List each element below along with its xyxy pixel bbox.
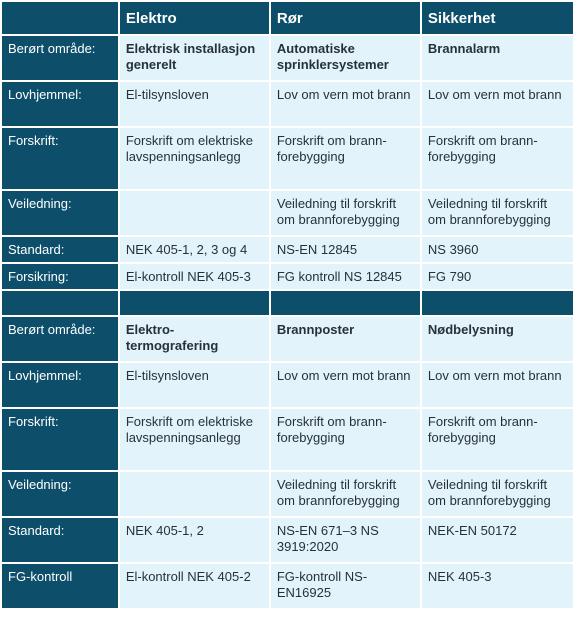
table-cell: Lov om vern mot brann [271, 82, 420, 126]
table-cell: Forskrift om brann-forebygging [422, 409, 573, 470]
table-row [2, 409, 573, 470]
separator-cell [120, 291, 269, 315]
table-cell: Veiledning til forskrift om brannforebygging [422, 472, 573, 516]
separator-cell [271, 291, 420, 315]
table-cell: El-tilsynsloven [120, 82, 269, 126]
row-label: Lovhjemmel: [2, 82, 118, 126]
row-label: Standard: [2, 518, 118, 562]
table-cell: NS 3960 [422, 237, 573, 262]
table-row [2, 82, 573, 126]
table-cell: Veiledning til forskrift om brannforebygging [271, 191, 420, 235]
row-label: Lovhjemmel: [2, 363, 118, 407]
table-row [2, 472, 573, 516]
table-row [2, 518, 573, 562]
table-cell: Lov om vern mot brann [422, 363, 573, 407]
table-cell: Nødbelysning [422, 317, 573, 361]
table-cell: NEK 405-1, 2 [120, 518, 269, 562]
row-label: Veiledning: [2, 472, 118, 516]
table-cell: Lov om vern mot brann [271, 363, 420, 407]
table-row [2, 317, 573, 361]
table-cell: Brannposter [271, 317, 420, 361]
table-cell: Forskrift om elektriske lavspenningsanlegg [120, 409, 269, 470]
header-elektro: Elektro [120, 2, 269, 34]
table-cell: Brannalarm [422, 36, 573, 80]
table-cell: Forskrift om elektriske lavspenningsanlegg [120, 128, 269, 189]
table-cell: Elektro-termografering [120, 317, 269, 361]
table-cell: Veiledning til forskrift om brannforebygging [271, 472, 420, 516]
header-corner [2, 2, 118, 34]
table-cell: Forskrift om brann-forebygging [271, 409, 420, 470]
table-cell: Veiledning til forskrift om brannforebygging [422, 191, 573, 235]
table-row [2, 363, 573, 407]
row-label: Forskrift: [2, 128, 118, 189]
table-cell: NEK-EN 50172 [422, 518, 573, 562]
table-row [2, 264, 573, 289]
table-cell: FG-kontroll NS-EN16925 [271, 564, 420, 608]
row-label: Berørt område: [2, 36, 118, 80]
separator-cell [2, 291, 118, 315]
table-cell: El-kontroll NEK 405-3 [120, 264, 269, 289]
table-cell: El-kontroll NEK 405-2 [120, 564, 269, 608]
table-cell: NS-EN 12845 [271, 237, 420, 262]
separator-cell [422, 291, 573, 315]
header-ror: Rør [271, 2, 420, 34]
table-cell [120, 191, 269, 235]
table-row [2, 36, 573, 80]
table-cell: Elektrisk installasjon generelt [120, 36, 269, 80]
row-label: FG-kontroll [2, 564, 118, 608]
section-separator [2, 291, 573, 315]
table-row [2, 564, 573, 608]
table-cell: FG 790 [422, 264, 573, 289]
table-cell: FG kontroll NS 12845 [271, 264, 420, 289]
table-cell: Lov om vern mot brann [422, 82, 573, 126]
table-row [2, 237, 573, 262]
table-cell: Forskrift om brann-forebygging [271, 128, 420, 189]
table-cell: Forskrift om brann-forebygging [422, 128, 573, 189]
table-cell: Automatiske sprinklersystemer [271, 36, 420, 80]
header-sikkerhet: Sikkerhet [422, 2, 573, 34]
row-label: Veiledning: [2, 191, 118, 235]
row-label: Berørt område: [2, 317, 118, 361]
header-row [2, 2, 573, 34]
table-cell [120, 472, 269, 516]
row-label: Standard: [2, 237, 118, 262]
row-label: Forskrift: [2, 409, 118, 470]
table-cell: NEK 405-3 [422, 564, 573, 608]
table-cell: NS-EN 671–3 NS 3919:2020 [271, 518, 420, 562]
row-label: Forsikring: [2, 264, 118, 289]
table-row [2, 191, 573, 235]
table-row [2, 128, 573, 189]
table-cell: NEK 405-1, 2, 3 og 4 [120, 237, 269, 262]
table-cell: El-tilsynsloven [120, 363, 269, 407]
